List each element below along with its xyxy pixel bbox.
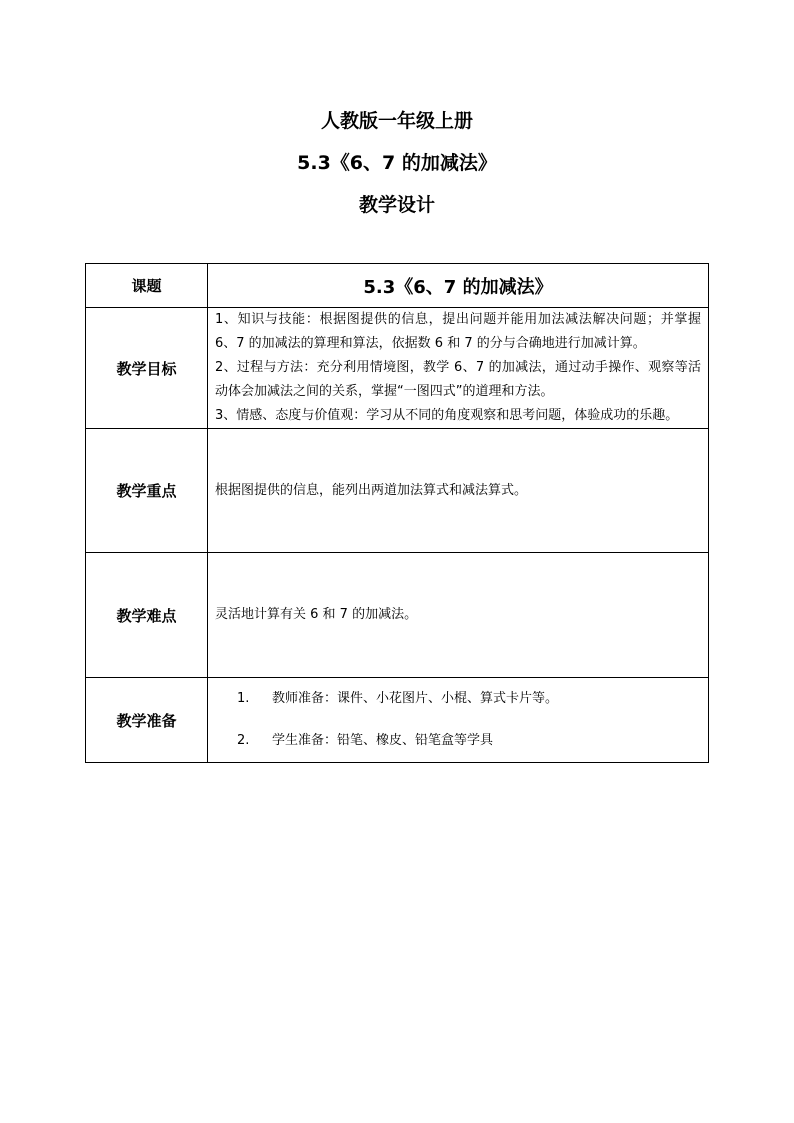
header-textbook: 人教版一年级上册 bbox=[320, 110, 473, 132]
lesson-plan-table bbox=[85, 263, 709, 763]
prep-item-number: 2. bbox=[237, 733, 250, 748]
goal-item-3: 3、情感、态度与价值观：学习从不同的角度观察和思考问题，体验成功的乐趣。 bbox=[215, 408, 679, 423]
difficulty-content: 灵活地计算有关 6 和 7 的加减法。 bbox=[208, 553, 709, 678]
key-label: 教学重点 bbox=[86, 429, 208, 553]
document-header bbox=[0, 100, 794, 226]
goals-label: 教学目标 bbox=[86, 308, 208, 429]
topic-value: 5.3《6、7 的加减法》 bbox=[208, 264, 709, 308]
goal-item-2: 2、过程与方法：充分利用情境图，教学 6、7 的加减法，通过动手操作、观察等活动体会加减法之间的关系，掌握“一图四式”的道理和方法。 bbox=[215, 360, 701, 399]
goal-item-1: 1、知识与技能：根据图提供的信息，提出问题并能用加法减法解决问题；并掌握 6、7 的加减法的算理和算法，依据数 6 和 7 的分与合确地进行加减计算。 bbox=[215, 312, 701, 351]
prep-item-text: 学生准备：铅笔、橡皮、铅笔盒等学具 bbox=[272, 733, 494, 748]
topic-label: 课题 bbox=[86, 264, 208, 308]
row-difficulties bbox=[86, 553, 709, 678]
prep-content bbox=[208, 678, 709, 763]
prep-item bbox=[237, 678, 701, 720]
goals-content bbox=[208, 308, 709, 429]
row-preparation bbox=[86, 678, 709, 763]
prep-item-number: 1. bbox=[237, 691, 250, 706]
prep-label: 教学准备 bbox=[86, 678, 208, 763]
prep-item bbox=[237, 720, 701, 762]
difficulty-label: 教学难点 bbox=[86, 553, 208, 678]
prep-item-text: 教师准备：课件、小花图片、小棍、算式卡片等。 bbox=[272, 691, 559, 706]
header-doc-type: 教学设计 bbox=[358, 194, 435, 216]
header-lesson-title: 5.3《6、7 的加减法》 bbox=[297, 152, 497, 174]
row-goals bbox=[86, 308, 709, 429]
row-key-points bbox=[86, 429, 709, 553]
prep-list bbox=[215, 678, 701, 762]
key-content: 根据图提供的信息，能列出两道加法算式和减法算式。 bbox=[208, 429, 709, 553]
row-topic bbox=[86, 264, 709, 308]
